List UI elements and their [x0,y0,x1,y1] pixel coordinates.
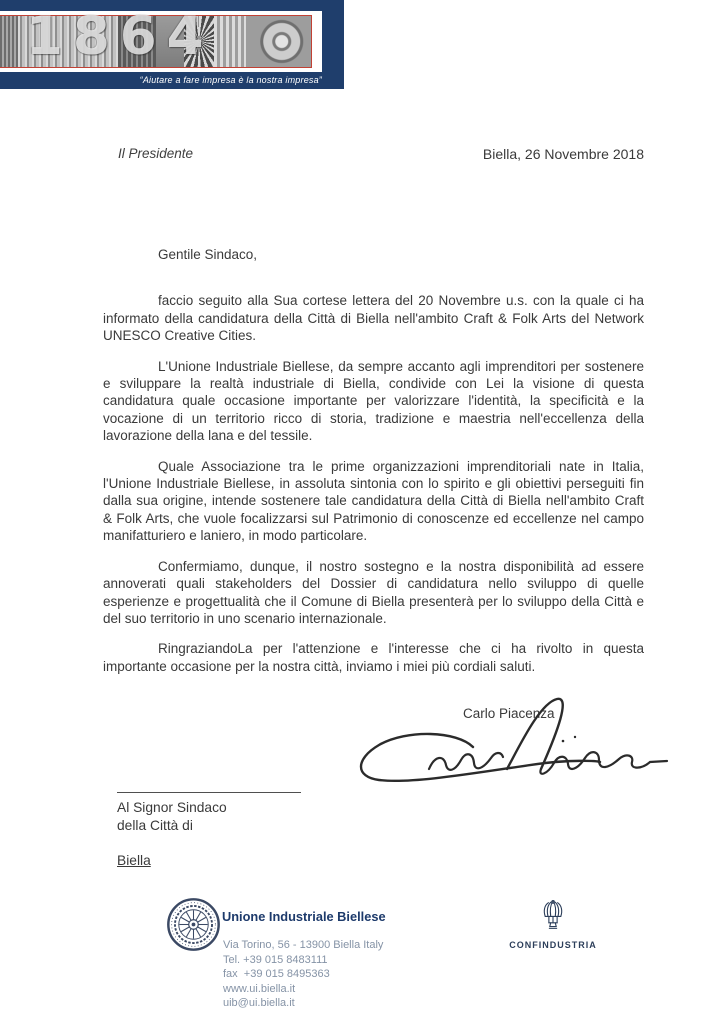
signer-name: Carlo Piacenza [463,706,555,721]
uib-round-seal-icon [165,896,222,953]
banner-tagline: “Aiutare a fare impresa è la nostra impresa” [139,75,322,85]
footer-phone: Tel. +39 015 8483111 [223,953,328,966]
confindustria-label: CONFINDUSTRIA [509,940,597,950]
footer-contact-block [223,938,383,1011]
addressee-rule [117,792,301,793]
handwritten-signature [345,685,675,800]
banner-photo-panel [0,6,322,72]
confindustria-block [509,899,597,950]
letter-paragraph: Quale Associazione tra le prime organizzazioni imprenditoriali nate in Italia, l'Unione Industriale Biellese, in assoluta sintonia con lo spirito e gli obiettivi perseguiti fin dalla sua origine, intende sostenere tale candidatura della Città di Biella nell'ambito Craft & Folk Arts, che vuole focalizzarsi sul Patrimonio di conoscenze ed eccellenze nel campo manifatturiero e laniero, in modo particolare. [103,458,644,544]
confindustria-eagle-icon [541,899,565,932]
letter-paragraph: faccio seguito alla Sua cortese lettera del 20 Novembre u.s. con la quale ci ha informato della candidatura della Città di Biella nell'ambito Craft & Folk Arts del Network UNESCO Creative Cities. [103,293,644,344]
footer-address: Via Torino, 56 - 13900 Biella Italy [223,939,384,951]
addressee-city: Biella [117,853,151,868]
letter-body [103,246,644,688]
letter-paragraph: L'Unione Industriale Biellese, da sempre accanto agli imprenditori per sostenere e sviluppare la realtà industriale di Biella, condivide con Lei la visione di questa candidatura quale occasione importante per valorizzare l'identità, la specificità e la vocazione di un territorio ricco di storia, tradizione e maestria nell'eccellenza della lavorazione della lana e del tessile. [103,358,644,444]
footer-website: www.ui.biella.it [223,982,296,995]
letter-paragraph: RingraziandoLa per l'attenzione e l'interesse che ci ha rivolto in questa importante occasione per la nostra città, inviamo i miei più cordiali saluti. [103,641,644,674]
founding-year: 1864 [26,6,214,67]
addressee-block [117,799,227,870]
addressee-line: Al Signor Sindaco [117,800,227,815]
footer-email: uib@ui.biella.it [223,997,295,1010]
date-line: Biella, 26 Novembre 2018 [482,146,644,162]
photo-segment [214,16,246,67]
footer-fax: fax +39 015 8495363 [223,968,330,981]
seal-coin-photo [246,16,311,67]
addressee-line: della Città di [117,817,193,833]
photo-segment [0,16,18,67]
sender-title: Il Presidente [118,146,194,161]
letter-paragraph: Confermiamo, dunque, il nostro sostegno e la nostra disponibilità ad essere annoverati quali stakeholders del Dossier di candidatura nello sviluppo di quelle esperienze e progettualità che il Comune di Biella presenterà per lo sviluppo della Città e del suo territorio in uno scenario internazionale. [103,558,644,626]
salutation: Gentile Sindaco, [158,247,258,262]
footer-org-name: Unione Industriale Biellese [222,909,386,924]
letterhead-banner [0,0,344,89]
